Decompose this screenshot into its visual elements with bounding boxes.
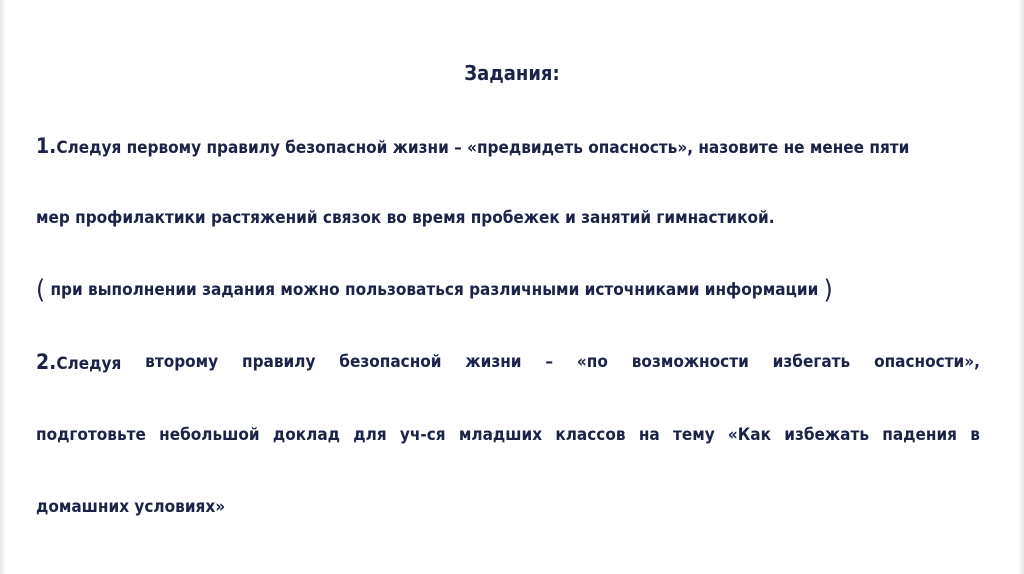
- note-line: [36, 275, 833, 305]
- task2-word: возможности: [631, 352, 749, 372]
- note-text: при выполнении задания можно пользоваться различными источниками информации: [45, 280, 819, 300]
- note-close-paren: ): [823, 275, 833, 305]
- task2-word: небольшой: [159, 425, 260, 445]
- task2-line3: домашних условиях»: [36, 497, 226, 517]
- task2-word: второму: [145, 352, 219, 372]
- task2-line1: [36, 352, 980, 374]
- task2-word: «по: [576, 352, 608, 372]
- task2-word: –: [545, 352, 554, 372]
- task2-word: младших: [458, 425, 543, 445]
- task2-word: подготовьте: [36, 425, 146, 445]
- task2-word: Следуя: [56, 354, 122, 374]
- task2-word: опасности»,: [874, 352, 980, 372]
- task1-text-line1: Следуя первому правилу безопасной жизни – «предвидеть опасность», назовите не менее пяти: [56, 138, 910, 158]
- task2-word: доклад: [272, 425, 341, 445]
- task2-word: безопасной: [339, 352, 442, 372]
- task2-word: в: [970, 425, 980, 445]
- task1-line2: мер профилактики растяжений связок во время пробежек и занятий гимнастикой.: [36, 208, 775, 228]
- task2-word: избежать: [784, 425, 870, 445]
- task1-line1: [36, 136, 909, 158]
- task2-word: уч-ся: [399, 425, 446, 445]
- task2-word: жизни: [465, 352, 522, 372]
- task2-word: для: [353, 425, 387, 445]
- task2-word: правилу: [242, 352, 316, 372]
- note-open-paren: (: [36, 275, 46, 305]
- task2-word: падения: [882, 425, 957, 445]
- task2-word: тему: [672, 425, 715, 445]
- slide-right-edge: [1018, 0, 1024, 574]
- task2-word: избегать: [772, 352, 851, 372]
- task2-line2: [36, 425, 980, 445]
- slide-title: Задания:: [464, 61, 560, 85]
- slide-left-edge: [0, 0, 6, 574]
- task2-word: классов: [555, 425, 626, 445]
- task2-lead-word: [36, 352, 121, 374]
- task2-word: на: [638, 425, 660, 445]
- task2-number: 2.: [36, 350, 57, 374]
- task1-number: 1.: [36, 134, 57, 158]
- task2-word: «Как: [727, 425, 772, 445]
